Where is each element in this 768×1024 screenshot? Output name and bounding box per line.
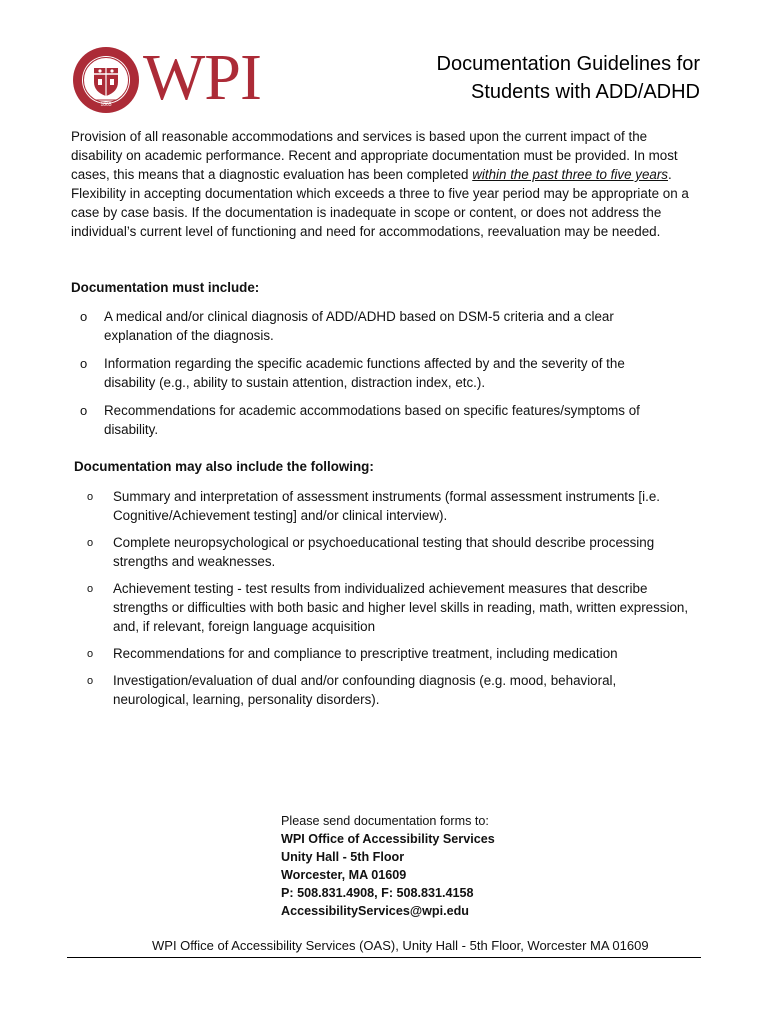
may-include-list (87, 487, 693, 717)
footer-text: WPI Office of Accessibility Services (OAS), Unity Hall - 5th Floor, Worcester MA 01609 (152, 938, 649, 953)
list-item (87, 671, 693, 709)
document-title (370, 50, 700, 106)
title-line-2: Students with ADD/ADHD (471, 81, 700, 103)
wpi-wordmark-logo: WPI (143, 41, 261, 114)
list-item-text: Recommendations for academic accommodations based on specific features/symptoms of disability. (104, 403, 640, 437)
bullet-icon: o (80, 403, 88, 418)
must-include-heading: Documentation must include: (71, 280, 260, 295)
list-item-text: Investigation/evaluation of dual and/or confounding diagnosis (e.g. mood, behavioral, neurological, learning, personality disorders). (113, 673, 617, 707)
must-include-list (80, 307, 664, 448)
list-item-text: Recommendations for and compliance to prescriptive treatment, including medication (113, 646, 618, 661)
list-item-text: A medical and/or clinical diagnosis of ADD/ADHD based on DSM-5 criteria and a clear explanation of the diagnosis. (104, 309, 614, 343)
list-item (87, 644, 693, 663)
contact-phone-fax: P: 508.831.4908, F: 508.831.4158 (281, 886, 474, 900)
svg-text:1865: 1865 (100, 102, 112, 108)
bullet-icon: o (87, 537, 94, 549)
intro-emphasis: within the past three to five years (472, 167, 668, 182)
intro-paragraph (71, 127, 701, 241)
intro-text-2: . Flexibility in accepting documentation which exceeds a three to five year period may be appropriate on a case by case basis. If the documentation is inadequate in scope or content, or does not address the individual’s current level of functioning and need for accommodations, reevaluation may be needed. (71, 167, 689, 239)
contact-email-link[interactable]: AccessibilityServices@wpi.edu (281, 904, 469, 918)
may-include-heading: Documentation may also include the following: (74, 459, 374, 474)
contact-intro: Please send documentation forms to: (281, 814, 489, 828)
list-item-text: Achievement testing - test results from individualized achievement measures that describe strengths or difficulties with both basic and higher level skills in reading, math, written expression, and, if relevant, foreign language acquisition (113, 581, 689, 634)
contact-block (281, 812, 495, 920)
list-item (80, 354, 664, 392)
contact-city: Worcester, MA 01609 (281, 868, 407, 882)
list-item-text: Summary and interpretation of assessment instruments (formal assessment instruments [i.e. Cognitive/Achievement testing] and/or clinical interview). (113, 489, 660, 523)
contact-office: WPI Office of Accessibility Services (281, 832, 495, 846)
list-item (87, 579, 693, 636)
title-line-1: Documentation Guidelines for (436, 53, 700, 75)
contact-building: Unity Hall - 5th Floor (281, 850, 405, 864)
footer-divider (67, 957, 701, 958)
list-item (87, 533, 693, 571)
bullet-icon: o (87, 491, 94, 503)
bullet-icon: o (87, 583, 94, 595)
list-item (80, 307, 664, 345)
bullet-icon: o (80, 356, 88, 371)
list-item-text: Information regarding the specific academic functions affected by and the severity of the disability (e.g., ability to sustain attention, distraction index, etc.). (104, 356, 625, 390)
bullet-icon: o (87, 648, 94, 660)
wpi-seal-logo (72, 46, 140, 114)
bullet-icon: o (80, 309, 88, 324)
list-item (87, 487, 693, 525)
list-item-text: Complete neuropsychological or psychoeducational testing that should describe processing strengths and weaknesses. (113, 535, 655, 569)
list-item (80, 401, 664, 439)
bullet-icon: o (87, 675, 94, 687)
intro-text-1: Provision of all reasonable accommodations and services is based upon the current impact of the disability on academic performance. Recent and appropriate documentation must be provided. In most cases, this means that a diagnostic evaluation has been completed (71, 129, 678, 182)
